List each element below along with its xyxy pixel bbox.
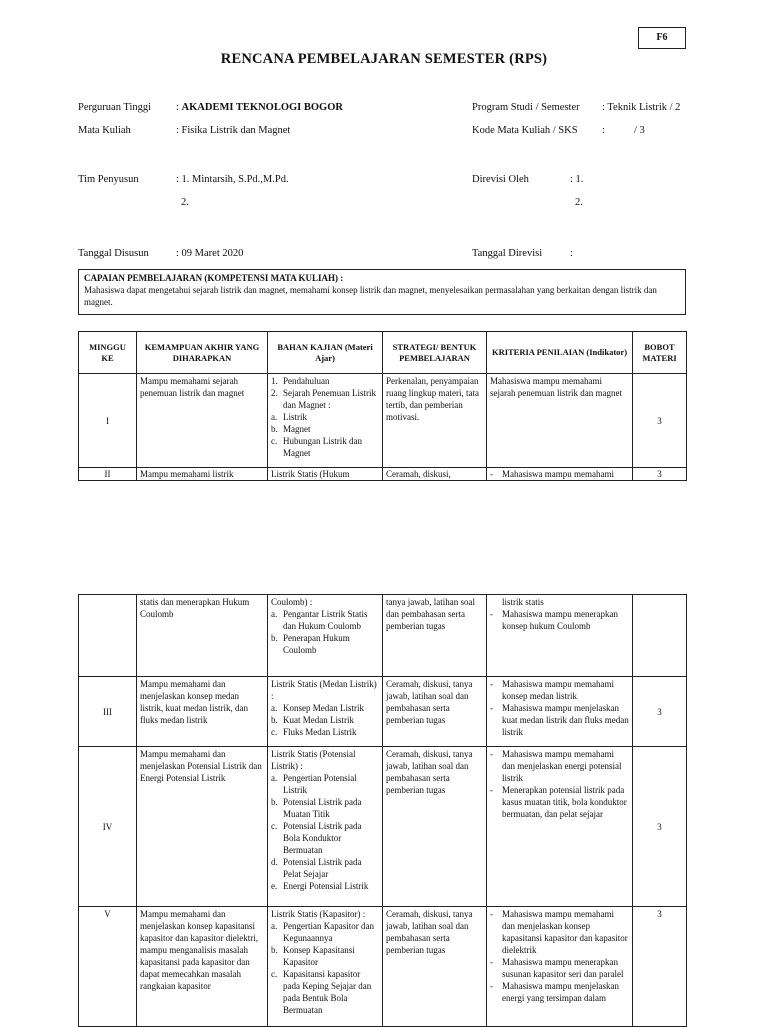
- week-cell: I: [79, 374, 137, 468]
- list-item: 1. Pendahuluan: [271, 376, 330, 386]
- kemampuan-cell: Mampu memahami dan menjelaskan konsep medan listrik, kuat medan listrik, dan fluks medan listrik: [137, 677, 268, 747]
- revisi-member-2: 2.: [575, 197, 583, 208]
- list-item: b. Konsep Kapasitansi Kapasitor: [271, 945, 355, 967]
- strategi-cell: tanya jawab, latihan soal dan pembahasan serta pemberian tugas: [383, 595, 487, 677]
- bobot-cell: 3: [633, 747, 687, 907]
- list-item: c. Fluks Medan Listrik: [271, 727, 357, 737]
- week-cell: II: [79, 468, 137, 481]
- strategi-cell: Ceramah, diskusi, tanya jawab, latihan soal dan pembahasan serta pemberian tugas: [383, 747, 487, 907]
- rps-table-part-2: [78, 594, 687, 1027]
- capaian-box: [78, 269, 686, 315]
- list-item: c. Potensial Listrik pada Bola Konduktor Bermuatan: [271, 821, 362, 855]
- col-bahan: BAHAN KAJIAN (Materi Ajar): [268, 332, 383, 374]
- capaian-heading: CAPAIAN PEMBELAJARAN (KOMPETENSI MATA KULIAH) :: [84, 273, 344, 283]
- tim-label: Tim Penyusun: [78, 174, 139, 185]
- list-item: a. Pengertian Kapasitor dan Kegunaannya: [271, 921, 374, 943]
- kemampuan-cell: Mampu memahami sejarah penemuan listrik dan magnet: [137, 374, 268, 468]
- matkul-value: : Fisika Listrik dan Magnet: [176, 125, 291, 136]
- prodi-label: Program Studi / Semester: [472, 102, 580, 113]
- list-item: - Menerapkan potensial listrik pada kasus muatan titik, bola konduktor bermuatan, dan pelat sejajar: [490, 785, 627, 819]
- revisi-member-1: : 1.: [570, 174, 584, 185]
- list-item: 2. Sejarah Penemuan Listrik dan Magnet :: [271, 388, 376, 410]
- table-row: [79, 677, 687, 747]
- list-item: b. Magnet: [271, 424, 311, 434]
- week-cell: III: [79, 677, 137, 747]
- tgl-revisi-label: Tanggal Direvisi: [472, 248, 543, 259]
- list-item: a. Pengertian Potensial Listrik: [271, 773, 357, 795]
- perguruan-value: : AKADEMI TEKNOLOGI BOGOR: [176, 102, 343, 113]
- week-cell: V: [79, 907, 137, 1027]
- list-item: - Mahasiswa mampu menjelaskan energi yang tersimpan dalam: [490, 981, 619, 1003]
- bahan-cell: Coulomb) : a. Pengantar Listrik Statis dan Hukum Coulomb b. Penerapan Hukum Coulomb: [268, 595, 383, 677]
- tgl-revisi-value: :: [570, 248, 573, 259]
- perguruan-name: AKADEMI TEKNOLOGI BOGOR: [181, 102, 343, 113]
- col-strategi: STRATEGI/ BENTUK PEMBELAJARAN: [383, 332, 487, 374]
- kemampuan-cell: statis dan menerapkan Hukum Coulomb: [137, 595, 268, 677]
- kriteria-cell: [487, 677, 633, 747]
- table-row: [79, 747, 687, 907]
- list-item: - Mahasiswa mampu menerapkan konsep hukum Coulomb: [490, 609, 618, 631]
- col-bobot: BOBOT MATERI: [633, 332, 687, 374]
- table-row: [79, 907, 687, 1027]
- matkul-label: Mata Kuliah: [78, 125, 131, 136]
- kode-value: / 3: [634, 125, 645, 136]
- bobot-cell: 3: [633, 907, 687, 1027]
- table-row: [79, 374, 687, 468]
- bahan-cell: Listrik Statis (Potensial Listrik) : a. Pengertian Potensial Listrik b. Potensial Listrik pada Muatan Titik c. Potensial Listrik pada Bola Konduktor Bermuatan d. Potensial Listrik pada Pelat Sejajar e. Energi Potensial Listrik: [268, 747, 383, 907]
- bahan-cell: Listrik Statis (Kapasitor) : a. Pengertian Kapasitor dan Kegunaannya b. Konsep Kapasitansi Kapasitor c. Kapasitansi kapasitor pada Keping Sejajar dan pada Bentuk Bola Bermuatan: [268, 907, 383, 1027]
- list-item: d. Potensial Listrik pada Pelat Sejajar: [271, 857, 362, 879]
- perguruan-label: Perguruan Tinggi: [78, 102, 152, 113]
- tim-member-2: 2.: [181, 197, 189, 208]
- form-code-badge: F6: [638, 27, 686, 49]
- list-item: - Mahasiswa mampu memahami konsep medan listrik: [490, 679, 614, 701]
- list-item: b. Potensial Listrik pada Muatan Titik: [271, 797, 362, 819]
- strategi-cell: Ceramah, diskusi, tanya jawab, latihan soal dan pembahasan serta pemberian tugas: [383, 907, 487, 1027]
- week-cell: [79, 595, 137, 677]
- strategi-cell: Ceramah, diskusi,: [383, 468, 487, 481]
- kriteria-cell: [487, 907, 633, 1027]
- kriteria-cell: Mahasiswa mampu memahami sejarah penemuan listrik dan magnet: [487, 374, 633, 468]
- tgl-susun-label: Tanggal Disusun: [78, 248, 149, 259]
- prodi-value: : Teknik Listrik / 2: [602, 102, 681, 113]
- bobot-cell: 3: [633, 677, 687, 747]
- bobot-cell: 3: [633, 374, 687, 468]
- list-item: b. Penerapan Hukum Coulomb: [271, 633, 350, 655]
- kemampuan-cell: Mampu memahami dan menjelaskan konsep kapasitansi kapasitor dan kapasitor dielektri, mampu menganalisis masalah kapasitansi pada kapasitor dan dapat memecahkan masalah rangkaian kapasitor: [137, 907, 268, 1027]
- kriteria-cell: - Mahasiswa mampu memahami: [487, 468, 633, 481]
- bahan-cell: Listrik Statis (Hukum: [268, 468, 383, 481]
- strategi-cell: Perkenalan, penyampaian ruang lingkup materi, tata tertib, dan pemberian motivasi.: [383, 374, 487, 468]
- list-item: a. Konsep Medan Listrik: [271, 703, 364, 713]
- document-title: RENCANA PEMBELAJARAN SEMESTER (RPS): [220, 51, 548, 67]
- tim-member-1: : 1. Mintarsih, S.Pd.,M.Pd.: [176, 174, 289, 185]
- list-item: c. Hubungan Listrik dan Magnet: [271, 436, 362, 458]
- table-row: [79, 468, 687, 481]
- strategi-cell: Ceramah, diskusi, tanya jawab, latihan soal dan pembahasan serta pemberian tugas: [383, 677, 487, 747]
- list-item: e. Energi Potensial Listrik: [271, 881, 369, 891]
- col-kriteria: KRITERIA PENILAIAN (Indikator): [487, 332, 633, 374]
- kode-separator: :: [602, 125, 605, 136]
- kriteria-cell: [487, 747, 633, 907]
- list-item: - Mahasiswa mampu memahami dan menjelaskan energi potensial listrik: [490, 749, 622, 783]
- list-item: - Mahasiswa mampu menjelaskan kuat medan listrik dan fluks medan listrik: [490, 703, 629, 737]
- bahan-cell: [268, 374, 383, 468]
- list-item: a. Pengantar Listrik Statis dan Hukum Coulomb: [271, 609, 368, 631]
- list-item: b. Kuat Medan Listrik: [271, 715, 354, 725]
- col-minggu: MINGGU KE: [79, 332, 137, 374]
- list-item: - Mahasiswa mampu memahami dan menjelaskan konsep kapasitansi kapasitor dan kapasitor dielektrik: [490, 909, 628, 955]
- kriteria-cell: listrik statis - Mahasiswa mampu menerapkan konsep hukum Coulomb: [487, 595, 633, 677]
- bahan-cell: Listrik Statis (Medan Listrik) : a. Konsep Medan Listrik b. Kuat Medan Listrik c. Fluks Medan Listrik: [268, 677, 383, 747]
- bobot-cell: [633, 595, 687, 677]
- revisi-label: Direvisi Oleh: [472, 174, 529, 185]
- bobot-cell: 3: [633, 468, 687, 481]
- kode-label: Kode Mata Kuliah / SKS: [472, 125, 578, 136]
- list-item: c. Kapasitansi kapasitor pada Keping Sejajar dan pada Bentuk Bola Bermuatan: [271, 969, 372, 1015]
- kemampuan-cell: Mampu memahami dan menjelaskan Potensial Listrik dan Energi Potensial Listrik: [137, 747, 268, 907]
- capaian-text: Mahasiswa dapat mengetahui sejarah listrik dan magnet, memahami konsep listrik dan magnet, menyelesaikan permasalahan yang berkaitan dengan listrik dan magnet.: [84, 285, 657, 307]
- tgl-susun-value: : 09 Maret 2020: [176, 248, 244, 259]
- list-item: a. Listrik: [271, 412, 307, 422]
- list-item: - Mahasiswa mampu menerapkan susunan kapasitor seri dan paralel: [490, 957, 624, 979]
- kemampuan-cell: Mampu memahami listrik: [137, 468, 268, 481]
- table-row: [79, 595, 687, 677]
- rps-table-part-1: [78, 331, 687, 481]
- col-kemampuan: KEMAMPUAN AKHIR YANG DIHARAPKAN: [137, 332, 268, 374]
- week-cell: IV: [79, 747, 137, 907]
